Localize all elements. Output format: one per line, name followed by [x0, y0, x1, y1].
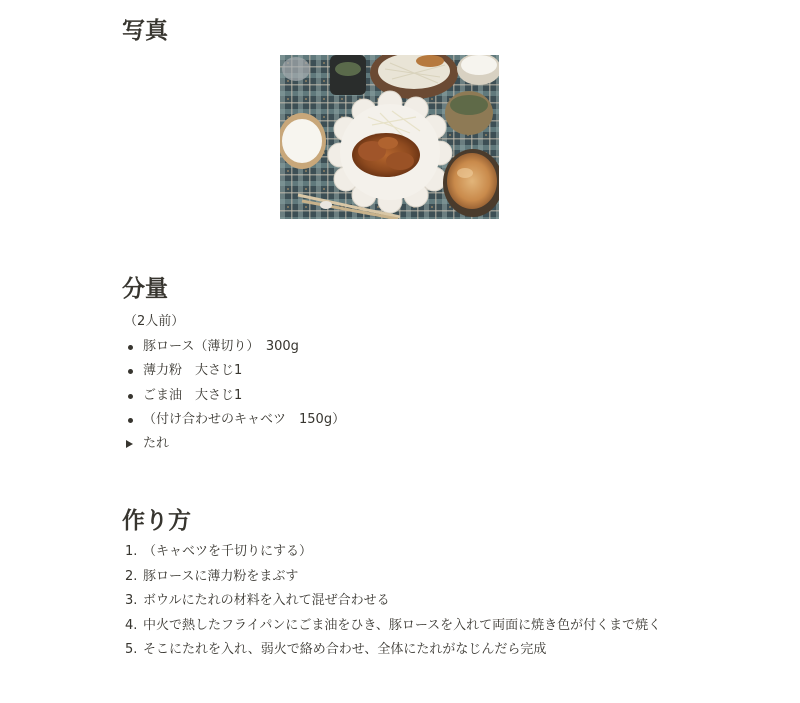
- ingredient-text: 豚ロース（薄切り） 300g: [143, 339, 299, 354]
- step-text: 豚ロースに薄力粉をまぶす: [143, 568, 299, 584]
- bullet-icon: [128, 418, 133, 423]
- bullet-icon: [128, 345, 133, 350]
- step-text: そこにたれを入れ、弱火で絡め合わせ、全体にたれがなじんだら完成: [143, 642, 547, 657]
- ingredient-text: 薄力粉 大さじ1: [143, 363, 243, 379]
- step-item: [122, 638, 722, 663]
- step-number: 5.: [125, 642, 138, 657]
- dish-photo-illustration: [280, 55, 499, 219]
- ingredient-text: （付け合わせのキャベツ 150g）: [143, 411, 346, 427]
- step-text: ボウルにたれの材料を入れて混ぜ合わせる: [143, 593, 390, 608]
- bullet-icon: [128, 369, 133, 374]
- ingredient-list: [122, 335, 682, 432]
- step-number: 2.: [125, 568, 138, 584]
- step-text: 中火で熱したフライパンにごま油をひき、豚ロースを入れて両面に焼き色が付くまで焼く: [143, 617, 662, 633]
- ingredient-item: [122, 359, 682, 383]
- photo-heading: 写真: [122, 18, 168, 44]
- servings-text: （2人前）: [124, 314, 185, 329]
- ingredient-item: [122, 408, 682, 432]
- dish-photo[interactable]: [280, 55, 499, 219]
- ingredient-item: [122, 384, 682, 408]
- sauce-toggle[interactable]: [122, 432, 682, 456]
- bullet-icon: [128, 394, 133, 399]
- step-list: [122, 540, 722, 663]
- step-number: 4.: [125, 617, 138, 633]
- step-item: [122, 589, 722, 614]
- ingredient-item: [122, 335, 682, 359]
- ingredient-text: ごま油 大さじ1: [143, 387, 243, 403]
- step-text: （キャベツを千切りにする）: [143, 544, 313, 559]
- step-item: [122, 565, 722, 590]
- step-number: 3.: [125, 593, 138, 608]
- step-number: 1.: [125, 544, 138, 559]
- method-heading: 作り方: [122, 508, 191, 534]
- step-item: [122, 540, 722, 565]
- amount-content: [122, 311, 682, 456]
- toggle-label: たれ: [143, 436, 170, 452]
- step-item: [122, 614, 722, 639]
- amount-heading: 分量: [122, 276, 168, 302]
- toggle-triangle-icon[interactable]: [126, 440, 133, 448]
